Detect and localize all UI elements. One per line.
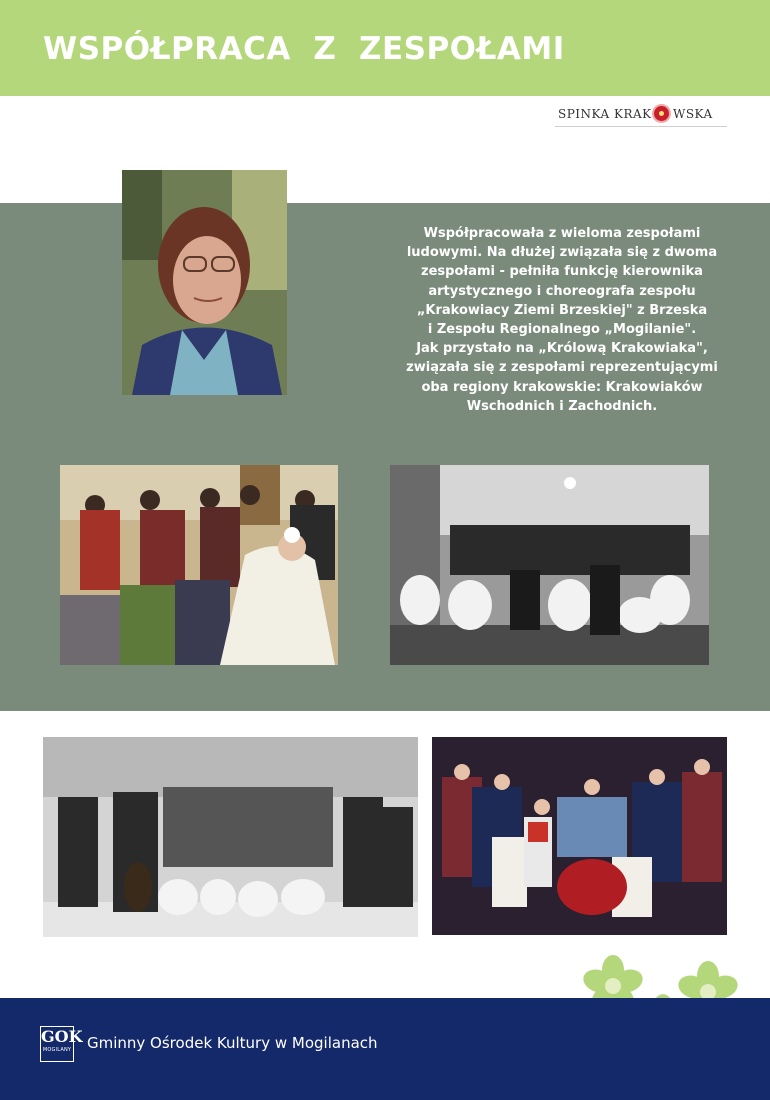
gok-logo-caption: MOGILANY	[42, 1047, 72, 1053]
intro-line: Jak przystało na „Królową Krakowiaka",	[416, 341, 708, 357]
folk-band-photo	[43, 737, 418, 937]
flower-icon	[654, 106, 669, 121]
intro-line: Współpracowała z wieloma zespołami	[423, 226, 701, 241]
intro-line: oba regiony krakowskie: Krakowiaków	[421, 379, 703, 395]
footer-bar	[0, 998, 770, 1100]
logo-text-left: SPINKA KRAK	[558, 107, 652, 121]
gok-logo-mark: GOK	[41, 1027, 83, 1046]
intro-line: zespołami - pełniła funkcję kierownika	[421, 264, 703, 280]
logo-text-right: WSKA	[673, 107, 713, 121]
intro-line: artystycznego i choreografa zespołu	[428, 283, 696, 299]
header-bar	[0, 0, 770, 96]
group-with-pope-photo	[60, 465, 338, 665]
intro-line: Wschodnich i Zachodnich.	[466, 398, 658, 414]
page-title: WSPÓŁPRACA Z ZESPOŁAMI	[43, 31, 565, 67]
intro-text	[393, 224, 731, 416]
intro-line: ludowymi. Na dłużej związała się z dwoma	[406, 245, 718, 261]
organization-name: Gminny Ośrodek Kultury w Mogilanach	[87, 1034, 378, 1052]
spinka-krakowska-logo	[555, 104, 727, 127]
intro-line: i Zespołu Regionalnego „Mogilanie".	[427, 322, 697, 338]
portrait-photo	[122, 170, 287, 395]
intro-line: „Krakowiacy Ziemi Brzeskiej" z Brzeska	[416, 302, 708, 318]
gok-logo	[40, 1026, 83, 1062]
intro-line: związała się z zespołami reprezentującymi	[406, 360, 718, 376]
colour-group-photo	[432, 737, 727, 935]
hall-group-photo	[390, 465, 709, 665]
